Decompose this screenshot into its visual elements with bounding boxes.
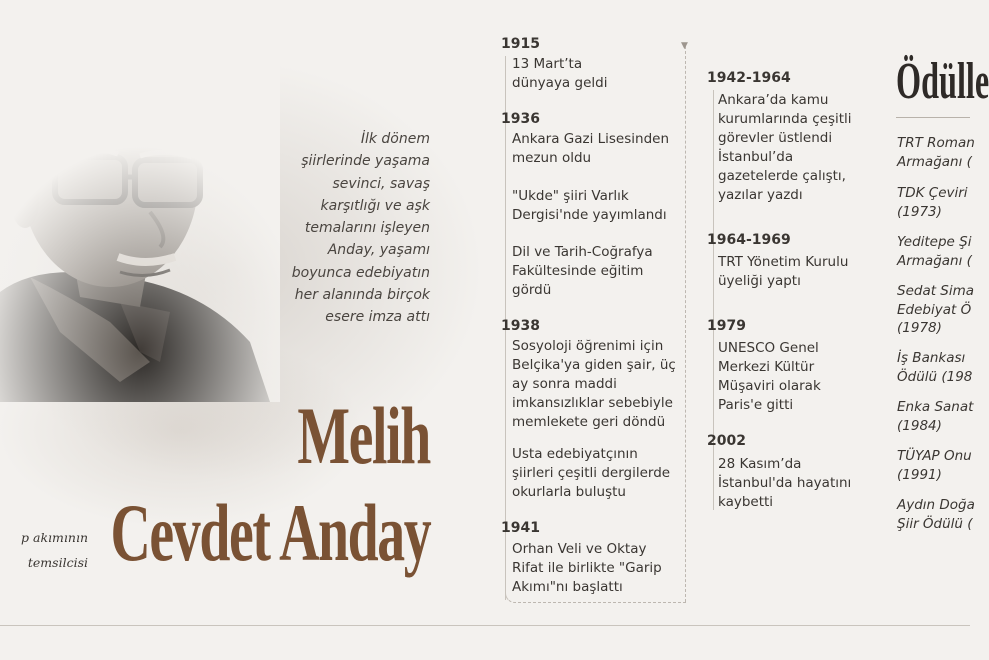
award-line: Şiir Ödülü ( xyxy=(897,515,973,532)
award-line: Yeditepe Şi xyxy=(897,234,972,250)
award-line: Armağanı ( xyxy=(897,252,972,269)
timeline-year: 1938 xyxy=(501,318,540,334)
timeline-connector xyxy=(685,46,687,602)
timeline-event: UNESCO Genel Merkezi Kültür Müşaviri olarak Paris'e gitti xyxy=(718,340,821,413)
timeline-event: Dil ve Tarih-Coğrafya Fakültesinde eğitim gördü xyxy=(512,244,653,298)
award-item xyxy=(897,496,975,533)
timeline-event: "Ukde" şiiri Varlık Dergisi'nde yayımlandı xyxy=(512,188,667,223)
quote-line: karşıtlığı ve aşk xyxy=(320,197,430,214)
award-item xyxy=(897,233,970,270)
intro-quote xyxy=(262,128,430,329)
award-line: (1978) xyxy=(897,320,942,336)
award-line: Armağanı ( xyxy=(897,153,972,170)
award-line: (1984) xyxy=(897,417,942,434)
timeline-event: Ankara Gazi Lisesinden mezun oldu xyxy=(512,131,670,166)
award-item xyxy=(897,447,970,484)
timeline-event: Sosyoloji öğrenimi için Belçika'ya giden şair, üç ay sonra maddi imkansızlıklar sebebiyle memlekete geri döndü xyxy=(512,338,676,430)
quote-line: sevinci, savaş xyxy=(332,175,430,192)
award-line: Enka Sanat xyxy=(897,399,974,415)
timeline-event: Usta edebiyatçının şiirleri çeşitli dergilerde okurlarla buluştu xyxy=(512,446,671,500)
quote-line: Anday, yaşamı xyxy=(327,242,430,259)
tagline xyxy=(0,525,88,575)
award-line: Sedat Sima xyxy=(897,283,975,299)
timeline-year: 1936 xyxy=(501,111,540,127)
timeline-event: Orhan Veli ve Oktay Rifat ile birlikte "Garip Akımı"nı başlattı xyxy=(512,541,662,595)
footer-divider xyxy=(0,625,970,626)
poet-last-name: Cevdet Anday xyxy=(110,487,430,578)
timeline-year: 2002 xyxy=(707,433,746,449)
timeline-year: 1964-1969 xyxy=(707,232,791,248)
arrow-down-icon: ▼ xyxy=(681,41,688,51)
quote-line: esere imza attı xyxy=(325,309,430,326)
award-item xyxy=(897,349,973,386)
quote-line: boyunca edebiyatın xyxy=(291,264,430,281)
award-line: Edebiyat Ö xyxy=(897,301,972,318)
timeline-year: 1979 xyxy=(707,318,746,334)
timeline-year: 1941 xyxy=(501,520,540,536)
poet-first-name: Melih xyxy=(297,390,430,481)
timeline-year: 1942-1964 xyxy=(707,70,791,86)
award-item xyxy=(897,282,975,338)
award-line: TDK Çeviri xyxy=(897,185,968,201)
awards-divider xyxy=(896,117,970,118)
quote-line: İlk dönem xyxy=(360,131,430,147)
award-line: TRT Roman xyxy=(897,135,975,151)
award-line: (1973) xyxy=(897,203,942,220)
timeline-event: 28 Kasım’da İstanbul'da hayatını kaybetti xyxy=(718,456,852,510)
awards-title: Ödülle xyxy=(896,53,989,110)
quote-line: her alanında birçok xyxy=(294,287,430,304)
award-line: TÜYAP Onu xyxy=(897,448,972,464)
award-item xyxy=(897,398,974,435)
quote-line: şiirlerinde yaşama xyxy=(301,153,430,170)
tagline-line: temsilcisi xyxy=(27,555,88,570)
award-line: Aydın Doğa xyxy=(897,497,975,513)
award-item xyxy=(897,134,975,171)
award-line: İş Bankası xyxy=(897,350,966,366)
timeline-event: Ankara’da kamu kurumlarında çeşitli görevler üstlendi İstanbul’da gazetelerde çalıştı, yazılar yazdı xyxy=(718,92,852,203)
timeline-event: 13 Mart’ta dünyaya geldi xyxy=(512,56,608,91)
tagline-line: p akımının xyxy=(21,530,88,545)
award-line: (1991) xyxy=(897,466,942,483)
portrait-image xyxy=(0,62,280,402)
quote-line: temalarını işleyen xyxy=(304,220,430,237)
award-item xyxy=(897,184,970,221)
award-line: Ödülü (198 xyxy=(897,368,973,385)
timeline-year: 1915 xyxy=(501,36,540,52)
timeline-event: TRT Yönetim Kurulu üyeliği yaptı xyxy=(718,254,849,289)
